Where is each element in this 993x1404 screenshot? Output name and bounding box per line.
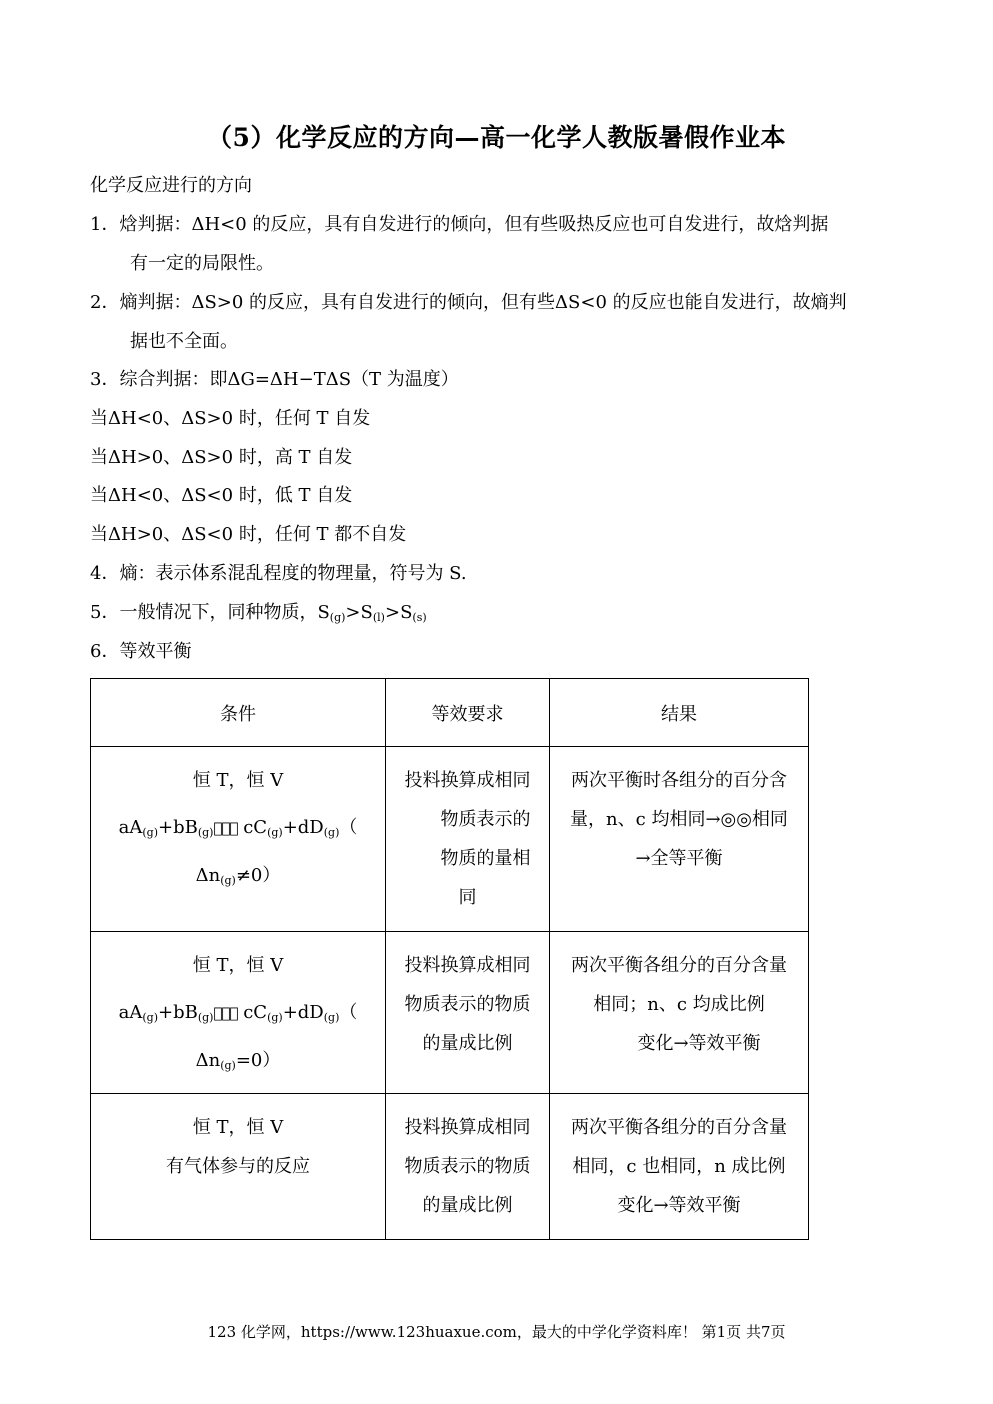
table-row	[91, 932, 809, 1094]
condition-cell	[91, 747, 386, 932]
text-line: 两次平衡各组分的百分含量	[571, 955, 787, 976]
condition-line: 恒 T，恒 V	[192, 955, 284, 976]
text-line: 物质表示的物质	[404, 994, 531, 1015]
text-line: 物质的量相	[440, 848, 531, 869]
text-line: →全等平衡	[635, 848, 723, 869]
text-line: 的量成比例	[422, 1033, 513, 1054]
text-line: 相同；n、c 均成比例	[593, 994, 765, 1015]
case-2: 当ΔH>0、ΔS>0 时，高 T 自发	[90, 447, 353, 468]
rule-5-text: 5．一般情况下，同种物质，	[90, 602, 318, 623]
intro-text: 化学反应进行的方向	[90, 175, 252, 196]
text-line: 投料换算成相同	[404, 955, 531, 976]
reaction-equation: $aA_{(g)}+bB_{(g)}   $ $cC_{(g)}+dD_{(g)}$（	[118, 1002, 358, 1024]
solid-subscript: (s)	[412, 611, 427, 624]
rule-3: 3．综合判据：即ΔG=ΔH−TΔS（T 为温度）	[90, 369, 459, 390]
entropy-symbol: S	[317, 602, 330, 623]
condition-line: 有气体参与的反应	[166, 1156, 310, 1177]
text-line: 变化→等效平衡	[617, 1195, 741, 1216]
condition-cell	[91, 932, 386, 1094]
entropy-symbol: S	[360, 602, 373, 623]
condition-line: 恒 T，恒 V	[192, 770, 284, 791]
header-result: 结果	[550, 679, 809, 747]
gas-subscript: (g)	[329, 611, 346, 624]
text-line: 同	[458, 887, 477, 908]
text-line: 物质表示的物质	[404, 1156, 531, 1177]
header-condition: 条件	[91, 679, 386, 747]
rule-6: 6．等效平衡	[90, 641, 192, 662]
text-line: 相同，c 也相同，n 成比例	[572, 1156, 786, 1177]
page-footer: 123 化学网，https://www.123huaxue.com，最大的中学化学资料库！ 第1页 共7页	[207, 1323, 786, 1341]
delta-n-condition: $\Delta n_{(g)}=0$）	[195, 1050, 281, 1072]
text-line: 两次平衡时各组分的百分含	[571, 770, 787, 791]
result-cell	[550, 932, 809, 1094]
reaction-equation: $aA_{(g)}+bB_{(g)}   $ $cC_{(g)}+dD_{(g)}$（	[118, 817, 358, 839]
rule-2-line-a: 2．熵判据：ΔS>0 的反应，具有自发进行的倾向，但有些ΔS<0 的反应也能自发进行，故熵判	[90, 292, 847, 313]
text-line: 投料换算成相同	[404, 770, 531, 791]
case-1: 当ΔH<0、ΔS>0 时，任何 T 自发	[90, 408, 371, 429]
text-line: 的量成比例	[422, 1195, 513, 1216]
case-3: 当ΔH<0、ΔS<0 时，低 T 自发	[90, 485, 353, 506]
page-title: （5）化学反应的方向—高一化学人教版暑假作业本	[207, 123, 786, 152]
header-requirement: 等效要求	[386, 679, 550, 747]
table-row	[91, 1094, 809, 1240]
delta-n-condition: $\Delta n_{(g)}\ne 0$）	[195, 865, 281, 887]
greater-than: >	[384, 602, 401, 623]
condition-line: 恒 T，恒 V	[192, 1117, 284, 1138]
requirement-cell	[386, 932, 550, 1094]
rule-1-line-b: 有一定的局限性。	[130, 253, 274, 274]
rule-1-line-a: 1．焓判据：ΔH<0 的反应，具有自发进行的倾向，但有些吸热反应也可自发进行，故焓判据	[90, 214, 829, 235]
greater-than: >	[345, 602, 361, 623]
entropy-symbol: S	[400, 602, 413, 623]
requirement-cell	[386, 1094, 550, 1240]
rule-4: 4．熵：表示体系混乱程度的物理量，符号为 S.	[90, 563, 467, 584]
text-line: 投料换算成相同	[404, 1117, 531, 1138]
text-line: 变化→等效平衡	[637, 1033, 761, 1054]
equivalent-equilibrium-table	[90, 678, 809, 1240]
text-line: 两次平衡各组分的百分含量	[571, 1117, 787, 1138]
result-cell	[550, 1094, 809, 1240]
case-4: 当ΔH>0、ΔS<0 时，任何 T 都不自发	[90, 524, 407, 545]
liquid-subscript: (l)	[372, 611, 385, 624]
result-cell	[550, 747, 809, 932]
table-row	[91, 747, 809, 932]
rule-2-line-b: 据也不全面。	[130, 331, 238, 352]
text-line: 量，n、c 均相同→◎◎相同	[570, 809, 788, 830]
rule-5	[90, 602, 427, 624]
text-line: 物质表示的	[440, 809, 531, 830]
table-header-row	[91, 679, 809, 747]
requirement-cell	[386, 747, 550, 932]
condition-cell	[91, 1094, 386, 1240]
